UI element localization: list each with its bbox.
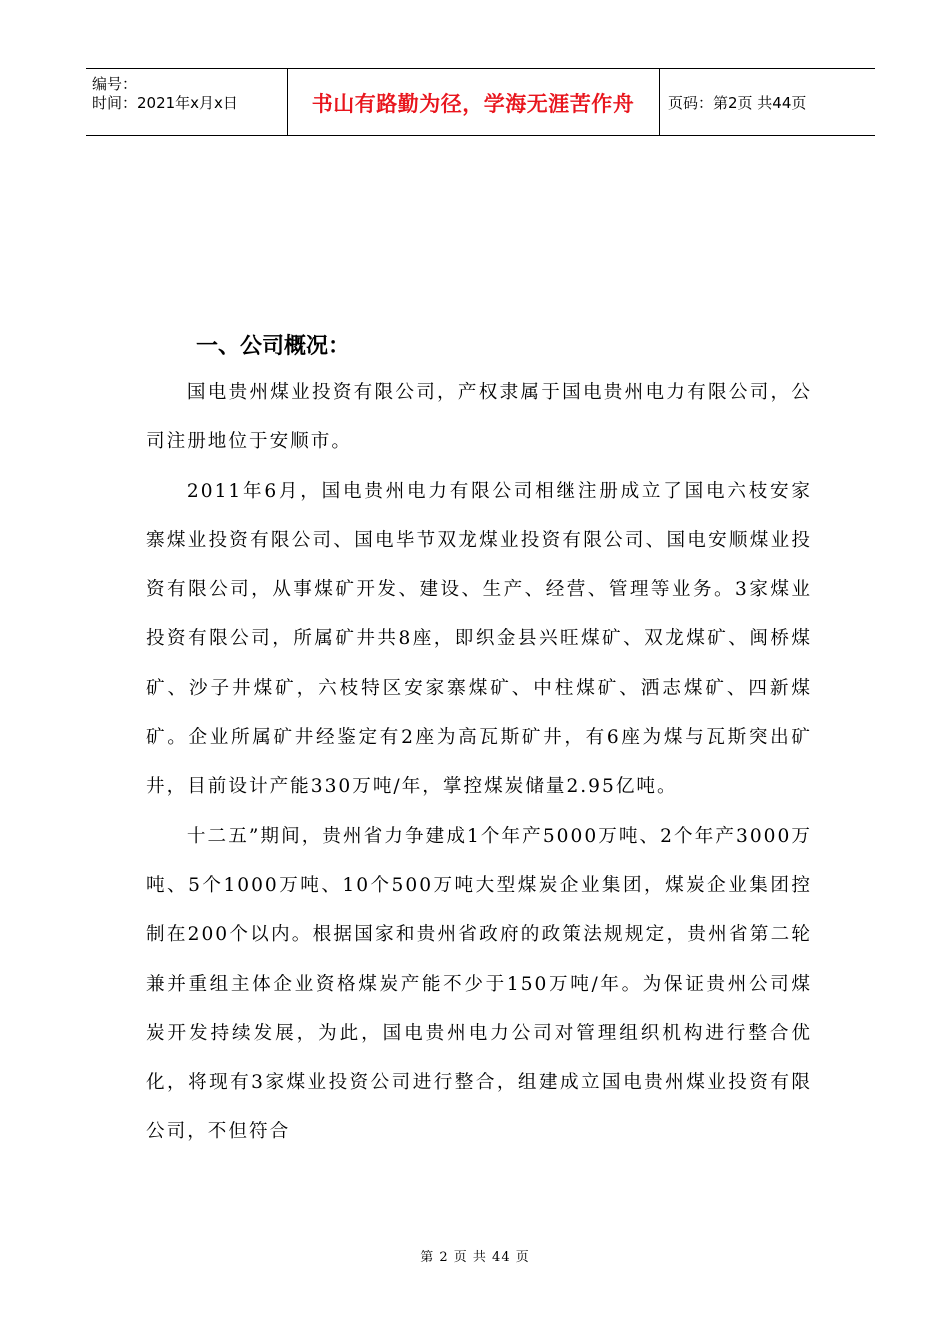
section-title: 一、公司概况： [196,334,351,359]
header-number-label: 编号： [92,75,138,93]
header-page-info: 页码：第2页 共44页 [668,94,807,112]
page-footer: 第 2 页 共 44 页 [420,1250,530,1265]
paragraph-history: 2011年6月，国电贵州电力有限公司相继注册成立了国电六枝安家寨煤业投资有限公司、国电毕节双龙煤业投资有限公司、国电安顺煤业投资有限公司，从事煤矿开发、建设、生产、经营、管理等业务。3家煤业投资有限公司，所属矿井共8座，即织金县兴旺煤矿、双龙煤矿、闽桥煤矿、沙子井煤矿，六枝特区安家寨煤矿、中柱煤矿、洒志煤矿、四新煤矿。企业所属矿井经鉴定有2座为高瓦斯矿井，有6座为煤与瓦斯突出矿井，目前设计产能330万吨/年，掌控煤炭储量2.95亿吨。 [146,480,812,798]
paragraph-company-intro: 国电贵州煤业投资有限公司，产权隶属于国电贵州电力有限公司，公司注册地位于安顺市。 [146,382,812,453]
page-header [86,68,875,136]
header-motto: 书山有路勤为径，学海无涯苦作舟 [311,91,635,116]
header-time-label: 时间：2021年x月x日 [92,94,238,112]
header-meta [92,75,288,113]
body-text [146,368,812,1157]
header-divider-right [659,69,660,135]
paragraph-plan: 十二五”期间，贵州省力争建成1个年产5000万吨、2个年产3000万吨、5个1000万吨、10个500万吨大型煤炭企业集团，煤炭企业集团控制在200个以内。根据国家和贵州省政府的政策法规规定，贵州省第二轮兼并重组主体企业资格煤炭产能不少于150万吨/年。为保证贵州公司煤炭开发持续发展，为此，国电贵州电力公司对管理组织机构进行整合优化，将现有3家煤业投资公司进行整合，组建成立国电贵州煤业投资有限公司，不但符合 [146,825,812,1143]
